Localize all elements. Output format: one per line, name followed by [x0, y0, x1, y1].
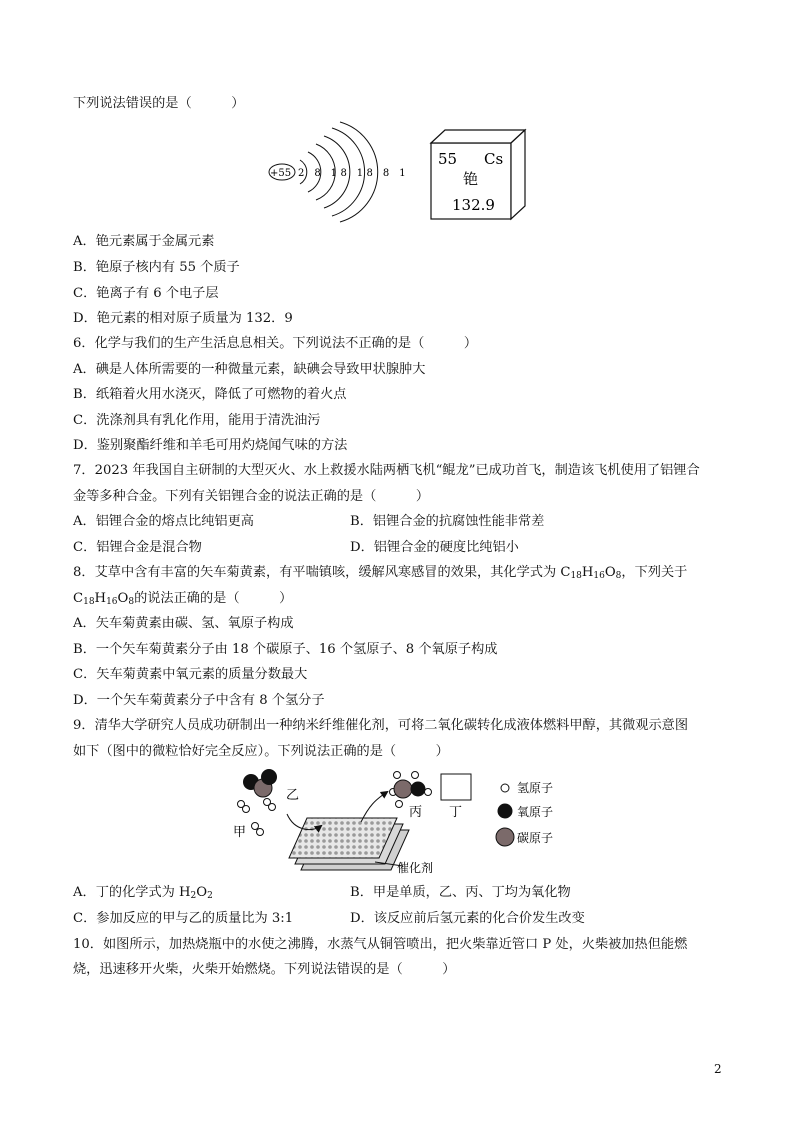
carbon-atom [394, 780, 412, 798]
q6-option-a: A．碘是人体所需要的一种微量元素，缺碘会导致甲状腺肿大 [73, 362, 426, 377]
svg-text:氢原子: 氢原子 [517, 781, 554, 795]
hydrogen-atom [257, 829, 264, 836]
hydrogen-atom [425, 789, 432, 796]
hydrogen-atom [269, 804, 276, 811]
oxygen-atom [261, 769, 277, 785]
q7-stem-line1: 7．2023 年我国自主研制的大型灭火、水上救援水陆两栖飞机“鲲龙”已成功首飞，制造该飞机使用了铝锂合 [73, 463, 700, 478]
hydrogen-atom [394, 772, 401, 779]
label-bing: 丙 [409, 805, 423, 820]
legend-oxygen-icon [498, 804, 513, 819]
q7-option-d: D．铝锂合金的硬度比纯铝小 [350, 540, 519, 555]
q8-option-b: B．一个矢车菊黄素分子由 18 个碳原子、16 个氢原子、8 个氧原子构成 [73, 642, 498, 657]
q5-option-d: D．铯元素的相对原子质量为 132．9 [73, 311, 293, 326]
q6-option-d: D．鉴别聚酯纤维和羊毛可用灼烧闻气味的方法 [73, 438, 348, 453]
q8-formula: $C_{18}H_{16}O_8$ [560, 565, 622, 581]
q7-option-c: C．铝锂合金是混合物 [73, 540, 202, 555]
label-jia: 甲 [233, 825, 247, 840]
atom-nucleus-label: +55 [270, 168, 292, 179]
element-symbol: Cs [484, 150, 504, 168]
element-atomic-mass: 132.9 [452, 196, 495, 214]
q9-reaction-diagram [225, 766, 585, 880]
oxygen-atom [411, 782, 426, 797]
q5-option-c: C．铯离子有 6 个电子层 [73, 286, 219, 301]
q10-stem-line2: 烧，迅速移开火柴，火柴开始燃烧。下列说法错误的是（ ） [73, 962, 456, 977]
q8-option-d: D．一个矢车菊黄素分子中含有 8 个氢分子 [73, 693, 325, 708]
q5-option-b: B．铯原子核内有 55 个质子 [73, 260, 240, 275]
q8-formula: $C_{18}H_{16}O_8$ [73, 591, 135, 607]
q7-option-a: A．铝锂合金的熔点比纯铝更高 [73, 514, 254, 529]
cesium-element-card [428, 127, 530, 222]
hydrogen-atom [243, 806, 250, 813]
q9-stem-line1: 9．清华大学研究人员成功研制出一种纳米纤维催化剂，可将二氧化碳转化成液体燃料甲醇，其微观示意图 [73, 718, 689, 733]
hydrogen-atom [252, 823, 259, 830]
q9-option-d: D．该反应前后氢元素的化合价发生改变 [350, 911, 585, 926]
svg-text:碳原子: 碳原子 [517, 831, 554, 845]
atom-shell-electrons: 2 8 18 18 8 1 [298, 168, 409, 179]
q9-option-c: C．参加反应的甲与乙的质量比为 3:1 [73, 911, 294, 926]
q6-stem: 6．化学与我们的生产生活息息相关。下列说法不正确的是（ ） [73, 336, 478, 351]
q9-option-a: A．丁的化学式为 $H_2O_2$ [73, 885, 213, 901]
q8-option-a: A．矢车菊黄素由碳、氢、氧原子构成 [73, 616, 294, 631]
cesium-atom-structure-diagram [262, 120, 409, 225]
catalyst-label: 催化剂 [397, 861, 434, 875]
q8-stem-line2: $C_{18}H_{16}O_8$的说法正确的是（ ） [73, 591, 293, 607]
label-ding: 丁 [449, 805, 463, 820]
hydrogen-atom [412, 772, 419, 779]
legend-carbon-icon [496, 828, 514, 846]
q9-option-b: B．甲是单质，乙、丙、丁均为氧化物 [350, 885, 571, 900]
q10-stem-line1: 10．如图所示，加热烧瓶中的水使之沸腾，水蒸气从铜管喷出，把火柴靠近管口 P 处，火柴被加热但能燃 [73, 937, 688, 952]
label-yi: 乙 [286, 788, 300, 803]
legend-hydrogen-icon [501, 784, 509, 792]
q7-option-b: B．铝锂合金的抗腐蚀性能非常差 [350, 514, 545, 529]
q8-stem-line1: 8．艾草中含有丰富的矢车菊黄素，有平喘镇咳，缓解风寒感冒的效果，其化学式为 $C_{18}H_{16}O_8$，下列关于 [73, 565, 688, 581]
element-name: 铯 [463, 170, 479, 188]
q5-option-a: A．铯元素属于金属元素 [73, 234, 215, 249]
q8-option-c: C．矢车菊黄素中氧元素的质量分数最大 [73, 667, 308, 682]
q5-stem: 下列说法错误的是（ ） [73, 96, 245, 111]
q6-option-b: B．纸箱着火用水浇灭，降低了可燃物的着火点 [73, 387, 347, 402]
hydrogen-atom [396, 801, 403, 808]
element-atomic-number: 55 [438, 150, 458, 168]
q7-stem-line2: 金等多种合金。下列有关铝锂合金的说法正确的是（ ） [73, 489, 430, 504]
q6-option-c: C．洗涤剂具有乳化作用，能用于清洗油污 [73, 413, 321, 428]
page-number: 2 [714, 1062, 722, 1076]
catalyst-plate [289, 818, 397, 858]
q9-stem-line2: 如下（图中的微粒恰好完全反应）。下列说法正确的是（ ） [73, 744, 449, 759]
ding-empty-box [441, 774, 471, 800]
svg-text:氧原子: 氧原子 [517, 805, 554, 819]
